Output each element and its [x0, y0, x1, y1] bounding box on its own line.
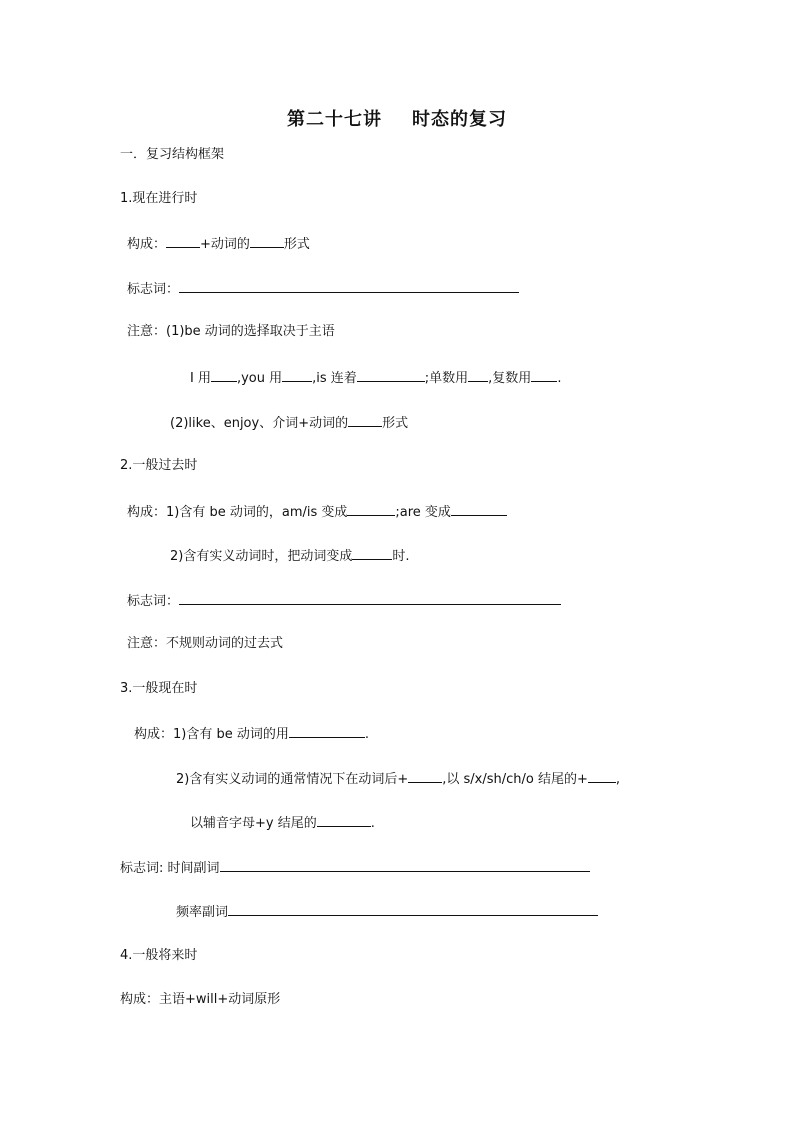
fill-blank[interactable]: [282, 368, 312, 382]
fill-blank[interactable]: [250, 234, 284, 248]
simple-past-note: 注意：不规则动词的过去式: [127, 636, 284, 651]
present-continuous-signal-words: 标志词：: [127, 279, 519, 299]
simple-past-heading: 2.一般过去时: [120, 458, 198, 473]
fill-blank[interactable]: [408, 769, 442, 783]
title-topic: 时态的复习: [412, 109, 507, 130]
fill-blank[interactable]: [179, 279, 519, 293]
simple-future-heading: 4.一般将来时: [120, 948, 198, 963]
page-title: [0, 105, 794, 131]
simple-present-form-1: 构成：1)含有 be 动词的用 .: [134, 724, 369, 744]
simple-present-form-2: 2)含有实义动词的通常情况下在动词后+ ,以 s/x/sh/ch/o 结尾的+ ,: [176, 769, 620, 789]
present-continuous-note-1: 注意：(1)be 动词的选择取决于主语: [127, 324, 335, 339]
fill-blank[interactable]: [531, 368, 557, 382]
fill-blank[interactable]: [211, 368, 237, 382]
simple-past-form-1: 构成：1)含有 be 动词的，am/is 变成 ;are 变成: [127, 502, 507, 522]
fill-blank[interactable]: [179, 591, 561, 605]
fill-blank[interactable]: [588, 769, 616, 783]
be-verb-choice-line: I 用 ,you 用 ,is 连着 ;单数用 ,复数用 .: [190, 368, 561, 388]
present-continuous-heading: 1.现在进行时: [120, 191, 198, 206]
present-continuous-form: 构成： +动词的 形式: [127, 234, 310, 254]
fill-blank[interactable]: [289, 724, 365, 738]
fill-blank[interactable]: [357, 368, 425, 382]
simple-future-form: 构成：主语+will+动词原形: [120, 992, 281, 1007]
fill-blank[interactable]: [348, 413, 382, 427]
simple-present-form-3: 以辅音字母+y 结尾的 .: [190, 813, 375, 833]
fill-blank[interactable]: [220, 858, 590, 872]
simple-present-heading: 3.一般现在时: [120, 681, 198, 696]
fill-blank[interactable]: [468, 368, 488, 382]
section-heading: 一．复习结构框架: [120, 147, 225, 162]
title-lesson-number: 第二十七讲: [287, 109, 382, 130]
simple-present-signal-frequency: 频率副词: [176, 902, 598, 922]
present-continuous-note-2: (2)like、enjoy、介词+动词的 形式: [170, 413, 408, 433]
fill-blank[interactable]: [451, 502, 507, 516]
fill-blank[interactable]: [352, 546, 392, 560]
fill-blank[interactable]: [317, 813, 371, 827]
fill-blank[interactable]: [228, 902, 598, 916]
fill-blank[interactable]: [347, 502, 395, 516]
simple-past-form-2: 2)含有实义动词时，把动词变成 时.: [170, 546, 409, 566]
fill-blank[interactable]: [166, 234, 200, 248]
simple-past-signal-words: 标志词：: [127, 591, 561, 611]
simple-present-signal-time: 标志词: 时间副词: [120, 858, 590, 878]
